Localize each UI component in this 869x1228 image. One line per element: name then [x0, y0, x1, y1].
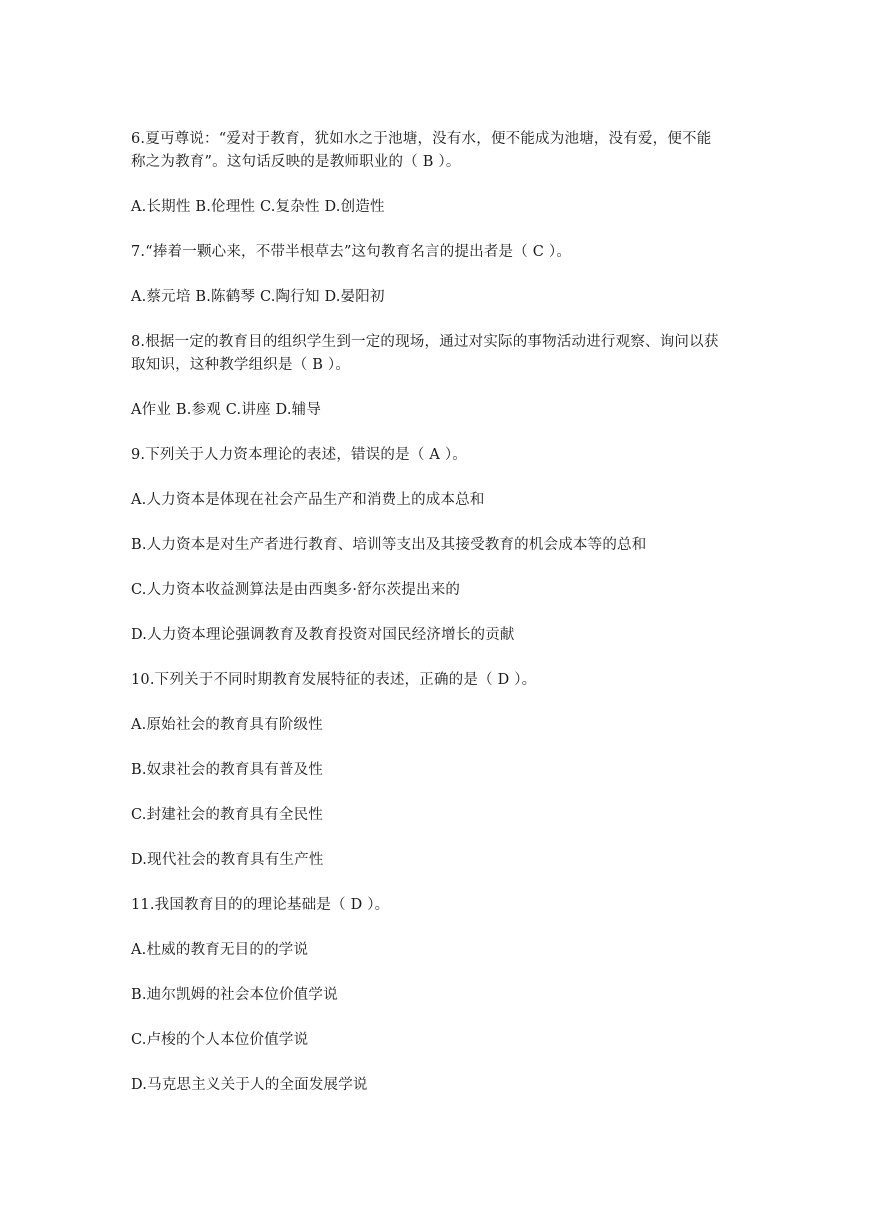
option-line: D.马克思主义关于人的全面发展学说 [131, 1077, 368, 1093]
option-line: A作业 B.参观 C.讲座 D.辅导 [131, 402, 322, 418]
option-line: A.蔡元培 B.陈鹤琴 C.陶行知 D.晏阳初 [131, 289, 385, 305]
question-7 [131, 241, 751, 309]
option-line: D.现代社会的教育具有生产性 [131, 852, 324, 868]
option-line: D.人力资本理论强调教育及教育投资对国民经济增长的贡献 [131, 627, 515, 643]
option-line: C.人力资本收益测算法是由西奥多·舒尔茨提出来的 [131, 582, 461, 598]
question-stem-line: 8.根据一定的教育目的组织学生到一定的现场，通过对实际的事物活动进行观察、询问以获 [131, 334, 719, 350]
option-line: A.杜威的教育无目的的学说 [131, 942, 309, 958]
question-stem-line: 取知识，这种教学组织是（ B ）。 [131, 357, 351, 373]
question-8 [131, 331, 751, 422]
option-line: C.卢梭的个人本位价值学说 [131, 1032, 309, 1048]
question-stem-line: 10.下列关于不同时期教育发展特征的表述，正确的是（ D ）。 [131, 672, 537, 688]
question-stem-line: 称之为教育”。这句话反映的是教师职业的（ B ）。 [131, 154, 461, 170]
option-line: A.人力资本是体现在社会产品生产和消费上的成本总和 [131, 492, 485, 508]
question-11 [131, 894, 751, 1097]
option-line: A.长期性 B.伦理性 C.复杂性 D.创造性 [131, 199, 385, 215]
option-line: B.人力资本是对生产者进行教育、培训等支出及其接受教育的机会成本等的总和 [131, 537, 647, 553]
question-9 [131, 444, 751, 647]
question-stem-line: 11.我国教育目的的理论基础是（ D ）。 [131, 897, 390, 913]
option-line: A.原始社会的教育具有阶级性 [131, 717, 323, 733]
option-line: B.奴隶社会的教育具有普及性 [131, 762, 324, 778]
option-line: B.迪尔凯姆的社会本位价值学说 [131, 987, 338, 1003]
question-stem-line: 9.下列关于人力资本理论的表述，错误的是（ A ）。 [131, 447, 467, 463]
question-6 [131, 128, 751, 219]
question-stem-line: 7.“捧着一颗心来，不带半根草去”这句教育名言的提出者是（ C ）。 [131, 244, 572, 260]
question-10 [131, 669, 751, 872]
option-line: C.封建社会的教育具有全民性 [131, 807, 323, 823]
question-stem-line: 6.夏丏尊说：“爱对于教育，犹如水之于池塘，没有水，便不能成为池塘，没有爱，便不能 [131, 131, 712, 147]
document-page [131, 128, 751, 1097]
